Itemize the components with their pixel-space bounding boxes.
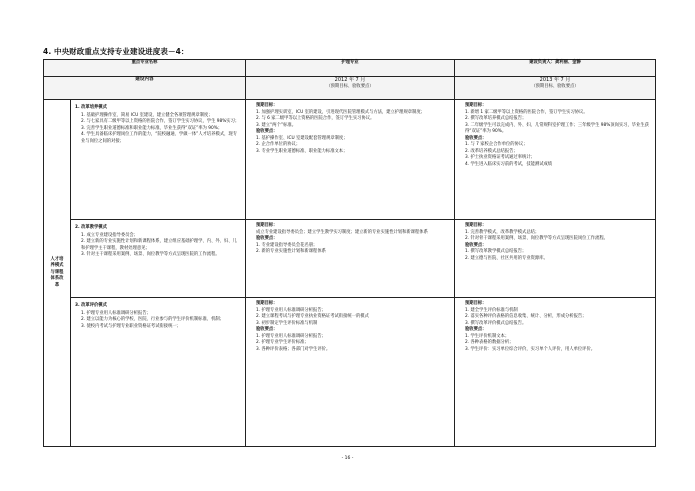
check-line: 3. 各种评价表格；各部门对学生评价。 <box>256 346 331 352</box>
table-row <box>44 100 656 220</box>
section-title: 3. 改革评价模式 <box>75 303 107 308</box>
header-leader: 建设负责人：龚利丽、金静 <box>455 60 656 77</box>
year-1-label: 2012 年 7 月 <box>334 77 366 83</box>
year-2-cell <box>455 220 656 298</box>
section-title: 1. 改革培养模式 <box>75 105 107 110</box>
goal-line: 2. 与 6 家二级甲等以上资格的医院合作，签订学生实习协议。 <box>256 116 375 121</box>
check-line: 2. 改革培养模式总结报告； <box>465 148 518 154</box>
header-content-label: 建设内容 <box>44 77 246 100</box>
content-cell <box>71 220 246 298</box>
side-label: 人才培养模式与课程体系改革 <box>44 100 71 447</box>
year-2-cell <box>455 100 656 220</box>
goal-label: 预期目标： <box>256 103 278 108</box>
goal-line: 1. 加强护理实训室，ICU 室的建设，引进现代医院管理模式与方法，建立护理规章制度； <box>256 109 425 115</box>
section-title: 2. 改革教学模式 <box>75 225 107 230</box>
check-line: 2. 新的专业实施性计划和新课程体系 <box>256 249 326 254</box>
goal-line: 3. 建立“两个”标准。 <box>256 122 296 128</box>
check-line: 2. 企合作单位的协议； <box>256 142 301 147</box>
check-label: 验收要点： <box>256 129 278 134</box>
header-major: 护理专业 <box>246 60 455 77</box>
content-line: 2. 建立以能力为核心的学校、医院、行业参与的学生评价机制标准、机制； <box>81 317 224 322</box>
check-line: 2. 护理专业学生评价标准； <box>256 340 309 345</box>
year-1-cell <box>246 100 455 220</box>
goal-label: 预期目标： <box>465 103 487 108</box>
content-line: 1. 基础护理操作室、简易 ICU 室建设，建立健全各项管理规章制度； <box>81 112 213 118</box>
content-line: 3. 针对主干课程采用案例、场景、岗位教学等方式呈现医院的工作流程。 <box>81 252 220 257</box>
check-line: 4. 学生进入临床实习前的考试，技能测试成绩 <box>465 161 553 167</box>
content-cell <box>71 100 246 220</box>
header-year-1 <box>246 77 455 100</box>
goal-label: 预期目标： <box>465 223 487 228</box>
goal-line: 2. 建立课程考试与护理专业执业资格证考试衔接统一的模式 <box>256 314 369 319</box>
content-line: 1. 护理专业用人标准调研分析报告； <box>81 310 151 316</box>
check-line: 1. 护理专业用人标准调研分析报告； <box>256 333 326 339</box>
check-line: 1. 学生评价机制文本； <box>465 333 510 339</box>
page-title: 4. 中央财政重点支持专业建设进度表－4： <box>43 47 189 56</box>
check-line: 1. 专业建设指导委员会花名册； <box>256 242 318 248</box>
content-cell <box>71 298 246 447</box>
check-line: 1. 与 7 家校企合作单位的协议； <box>465 142 528 147</box>
goal-label: 预期目标： <box>256 301 278 306</box>
goal-line: 3. 撰写改革评价模式总结报告。 <box>465 320 527 326</box>
header-row <box>44 60 656 77</box>
year-1-sub: （预期目标、验收要点） <box>326 83 374 89</box>
table-row <box>44 220 656 298</box>
check-label: 验收要点： <box>256 236 278 241</box>
check-label: 验收要点： <box>465 242 487 248</box>
content-line: 4. 学生具备临床护理岗位工作的能力，“院校融通、学做一体”人才培养模式，现专业与岗位之间的对接； <box>81 132 238 144</box>
goal-label: 预期目标： <box>256 223 278 228</box>
goal-label: 预期目标： <box>465 301 487 306</box>
goal-line: 3. 初步制定学生评价标准与机制 <box>256 320 318 326</box>
check-label: 验收要点： <box>465 327 487 332</box>
goal-line: 2. 针对骨干课程采用案例、场景、岗位教学等方式呈现医院岗位工作流程。 <box>465 236 608 241</box>
table-row <box>44 298 656 447</box>
goal-line: 1. 建全学生评价标准与机制 <box>465 307 518 313</box>
check-label: 验收要点： <box>465 135 487 141</box>
content-line: 2. 与七家具有二级甲等以上资格的医院合作，签订学生实习协议，学生 98%实习； <box>81 119 240 124</box>
check-line: 3. 学生评价：实习单位综合评价，实习单个人评价，用人单位评价。 <box>465 346 596 352</box>
check-line: 1. 基护操作室、ICU 室建设配套管理规章制度； <box>256 135 348 141</box>
year-2-cell <box>455 298 656 447</box>
header-name-label: 重点专业名称 <box>44 60 246 77</box>
progress-table <box>43 59 656 447</box>
goal-line: 3. 二年级学生可以完成内、外、妇、儿常规科室护理工作；三年级学生 98%顶岗实习，毕业生获得“双证”率为 90%。 <box>465 122 649 134</box>
check-line: 2. 建立德与医院、社区共用的专业资源库。 <box>465 255 548 261</box>
check-line: 3. 专业学生职业道德标准、职业能力标准文本； <box>256 148 348 154</box>
goal-line: 1. 护理专业用人标准调研分析报告； <box>256 307 326 313</box>
page-number: - 16 - <box>341 456 354 461</box>
goal-line: 1. 完善教学模式，改革教学模式总结； <box>465 229 540 235</box>
goal-line: 2. 落实各种评价表格的信息收集、统计、分析，形成分析报告； <box>465 314 587 319</box>
goal-line: 成立专业建设指导委员会；建立学生教学实习制度；建立新的专业实施性计划和新课程体系 <box>256 229 428 235</box>
content-line: 3. 完善学生职业道德标准和职业能力标准，毕业生获得“双证”率为 90%； <box>81 125 223 131</box>
year-2-label: 2013 年 7 月 <box>539 77 571 83</box>
goal-line: 2. 撰写改革培养模式总结报告； <box>465 116 527 121</box>
year-1-cell <box>246 298 455 447</box>
header-year-2 <box>455 77 656 100</box>
content-line: 3. 使校内考试与护理专业职业资格证考试衔接统一； <box>81 323 181 329</box>
content-line: 1. 成立专业建设指导委员会； <box>81 232 139 238</box>
goal-line: 1. 新增 1 家二级甲等以上资格的医院合作，签订学生实习协议。 <box>465 109 588 115</box>
check-line: 1. 撰写改革教学模式总结报告； <box>465 249 527 254</box>
check-label: 验收要点： <box>256 327 278 332</box>
year-1-cell <box>246 220 455 298</box>
check-line: 3. 护士执业资格证考试通过率统计； <box>465 155 535 160</box>
year-2-sub: （预期目标、验收要点） <box>531 83 579 89</box>
header-row-2 <box>44 77 656 100</box>
content-line: 2. 建立新的专业实施性计划和新课程体系，建立组应基础护理学、内、外、妇、儿和护理学主干课程，教材处理意见； <box>81 239 237 251</box>
check-line: 2. 各种表格的数据分析； <box>465 340 514 345</box>
